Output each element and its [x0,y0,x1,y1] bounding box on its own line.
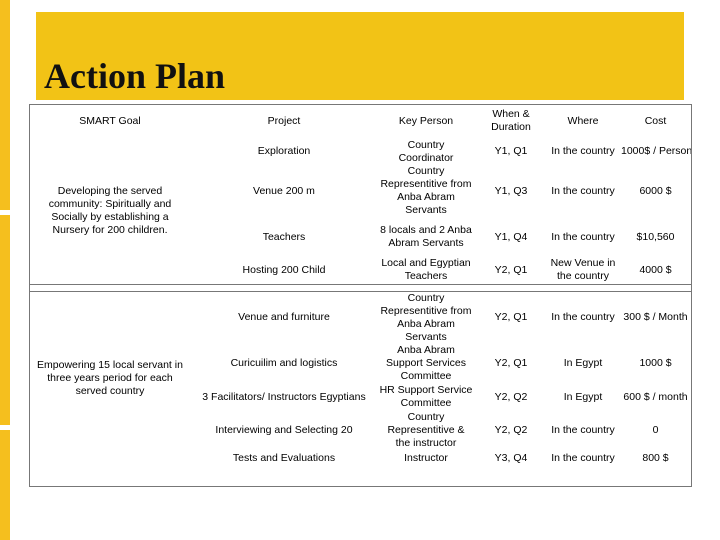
cost-cell: 0 [652,424,659,436]
table-row [29,291,692,344]
action-plan-table [29,104,692,466]
cost-cell: 6000 $ [639,184,672,197]
where-cell: In the country [551,451,615,464]
when-cell: Y2, Q2 [494,424,528,436]
where-cell: In the country [551,145,615,157]
where-cell: In the country [551,184,615,197]
project-cell: Curicuilim and logistics [230,357,338,369]
key-person-cell: Country Representitive from Anba Abram Servants [380,165,472,216]
project-cell: 3 Facilitators/ Instructors Egyptians [202,390,366,403]
when-cell: Y1, Q3 [494,184,528,197]
project-cell: Venue 200 m [253,184,315,197]
key-person-cell: Instructor [404,451,448,464]
where-cell: New Venue in the country [550,257,616,283]
where-cell: In Egypt [563,357,603,369]
project-cell: Interviewing and Selecting 20 [215,424,353,436]
table-row [29,138,692,165]
cost-cell: 1000$ / Person [621,145,693,157]
where-cell: In the country [551,230,615,243]
cost-cell: 1000 $ [639,357,672,369]
left-accent-bar [0,0,10,540]
header-key-person: Key Person [398,114,454,127]
header-when: When & Duration [491,108,531,133]
header-project: Project [267,114,301,127]
cost-cell: 4000 $ [639,263,672,276]
project-cell: Hosting 200 Child [242,263,326,276]
header-where: Where [567,114,599,127]
project-cell: Tests and Evaluations [232,451,336,464]
key-person-cell: Country Representitive from Anba Abram Servants [380,291,472,343]
page-title: Action Plan [44,56,226,96]
where-cell: In the country [551,311,615,323]
when-cell: Y2, Q1 [494,311,528,323]
key-person-cell: HR Support Service Committee [379,384,473,409]
key-person-cell: Country Representitive & the instructor [387,411,465,449]
group-separator [29,284,692,291]
key-person-cell: Country Coordinator [398,138,454,164]
goal-cell: Developing the served community: Spiritually and Socially by establishing a Nursery for 200 children. [48,184,172,236]
project-cell: Teachers [262,230,306,243]
cost-cell: 600 $ / month [623,390,688,403]
header-goal: SMART Goal [79,114,141,127]
cost-cell: $10,560 [636,230,675,243]
when-cell: Y2, Q2 [494,390,528,403]
cost-cell: 300 $ / Month [623,311,688,323]
title-banner [36,12,684,100]
when-cell: Y1, Q4 [494,230,528,243]
key-person-cell: Anba Abram Support Services Committee [386,344,466,382]
when-cell: Y1, Q1 [494,145,528,157]
header-row [29,104,692,138]
project-cell: Exploration [257,145,311,157]
where-cell: In Egypt [563,390,603,403]
key-person-cell: 8 locals and 2 Anba Abram Servants [380,224,472,249]
when-cell: Y2, Q1 [494,357,528,369]
cost-cell: 800 $ [642,451,669,464]
project-cell: Venue and furniture [238,311,330,323]
header-cost: Cost [644,114,667,127]
when-cell: Y3, Q4 [494,451,528,464]
key-person-cell: Local and Egyptian Teachers [381,257,471,283]
where-cell: In the country [551,424,615,436]
when-cell: Y2, Q1 [494,263,528,276]
goal-cell: Empowering 15 local servant in three years period for each served country [37,359,183,397]
